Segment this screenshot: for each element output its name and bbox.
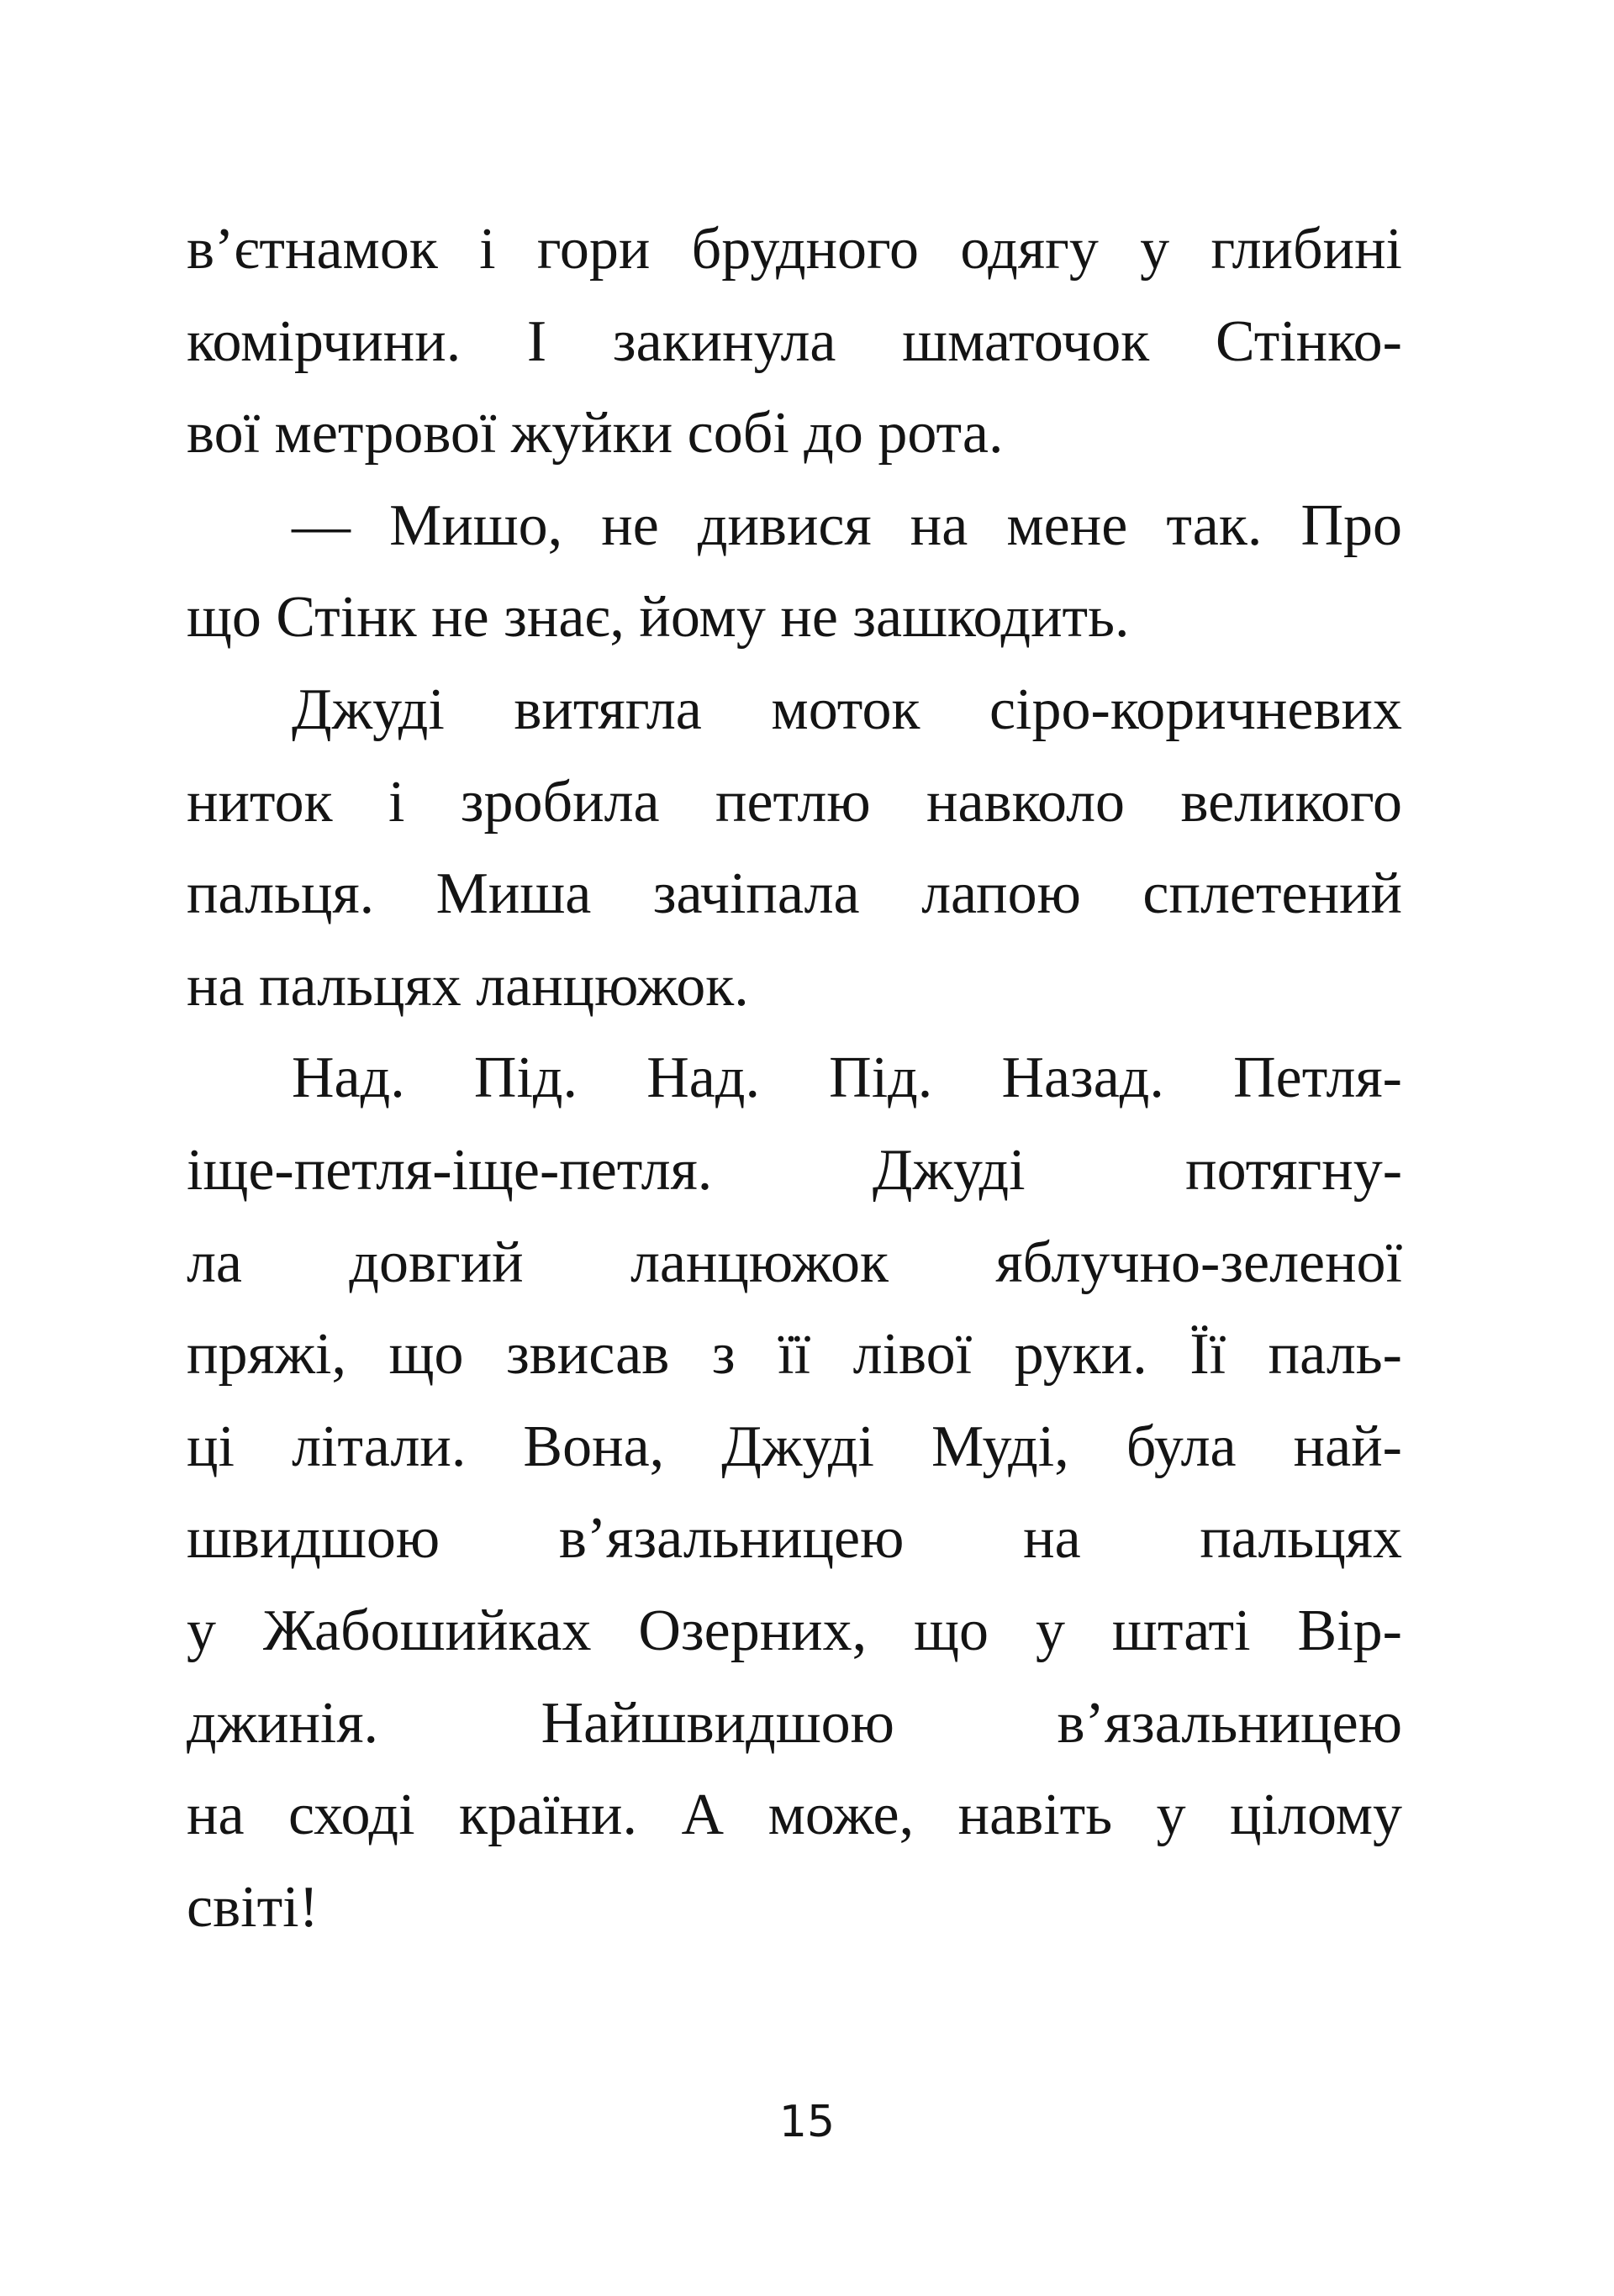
text-line: іще-петля-іще-петля. Джуді потягну- <box>187 1138 1402 1203</box>
text-line-paragraph-start: — Мишо, не дивися на мене так. Про <box>292 493 1402 558</box>
text-line: комірчини. І закинула шматочок Стінко- <box>187 309 1402 374</box>
text-line: ці літали. Вона, Джуді Муді, була най- <box>187 1414 1402 1479</box>
text-line: швидшою в’язальницею на пальцях <box>187 1506 1402 1571</box>
text-line: що Стінк не знає, йому не зашкодить. <box>187 585 1130 650</box>
text-line: у Жабошийках Озерних, що у штаті Вір- <box>187 1598 1402 1663</box>
text-line-paragraph-start: Над. Під. Над. Під. Назад. Петля- <box>292 1045 1402 1110</box>
text-line: пряжі, що звисав з її лівої руки. Її паль- <box>187 1322 1402 1387</box>
text-line: ниток і зробила петлю навколо великого <box>187 770 1402 835</box>
text-line: пальця. Миша зачіпала лапою сплетений <box>187 861 1402 926</box>
text-line: на сході країни. А може, навіть у цілому <box>187 1783 1402 1847</box>
text-line: світі! <box>187 1875 319 1940</box>
text-line-paragraph-start: Джуді витягла моток сіро-коричневих <box>292 677 1402 742</box>
text-line: на пальцях ланцюжок. <box>187 954 749 1019</box>
text-line: джинія. Найшвидшою в’язальницею <box>187 1691 1402 1756</box>
text-line: ла довгий ланцюжок яблучно-зеленої <box>187 1230 1402 1295</box>
text-line: в’єтнамок і гори брудного одягу у глибині <box>187 217 1402 282</box>
text-line: вої метрової жуйки собі до рота. <box>187 401 1004 466</box>
page-number: 15 <box>778 2097 836 2147</box>
